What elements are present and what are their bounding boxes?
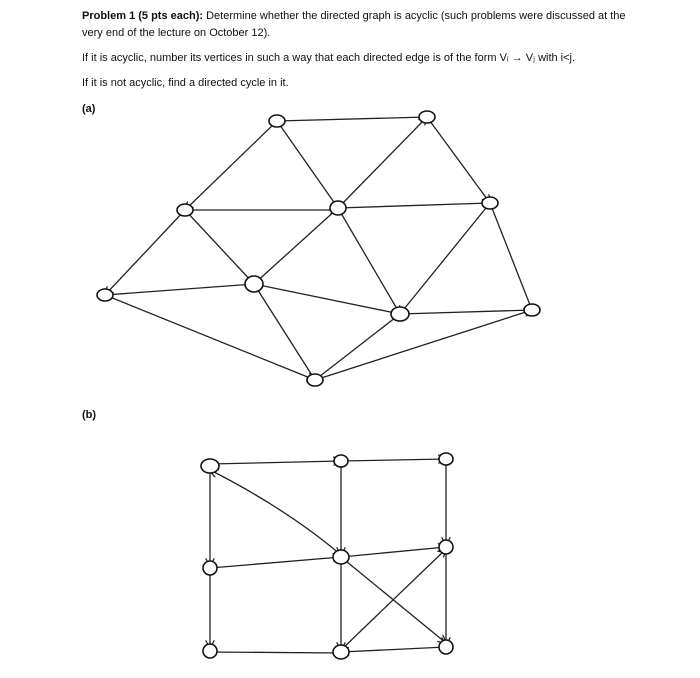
edge-b — [210, 461, 341, 464]
vertex-a — [524, 304, 540, 316]
edge-b — [210, 470, 341, 555]
edge-a — [490, 203, 532, 310]
vertex-a — [391, 307, 409, 321]
vertex-b — [333, 550, 349, 564]
edge-a — [185, 121, 277, 210]
edge-a — [254, 208, 338, 284]
graph-a — [97, 111, 540, 386]
edge-b — [341, 459, 446, 461]
edge-a — [105, 284, 254, 295]
graph-b — [201, 453, 453, 659]
edge-b — [210, 557, 341, 568]
graph-b-vertices — [201, 453, 453, 659]
vertex-b — [439, 640, 453, 654]
edge-a — [277, 117, 427, 121]
edge-a — [277, 121, 338, 208]
vertex-b — [439, 453, 453, 465]
vertex-a — [419, 111, 435, 123]
edge-a — [254, 284, 315, 380]
edge-a — [185, 210, 254, 284]
part-a-label: (a) — [82, 103, 96, 115]
edge-a — [315, 314, 400, 380]
vertex-a — [330, 201, 346, 215]
edge-b — [341, 549, 446, 650]
edge-a — [427, 117, 490, 203]
edge-a — [338, 208, 400, 314]
graph-a-edges — [105, 117, 532, 380]
vertex-b — [203, 644, 217, 658]
edge-a — [315, 310, 532, 380]
part-b-label: (b) — [82, 409, 97, 421]
problem-intro: Determine whether the directed graph is acyclic (such problems were discussed at the very end of the lecture on October 12). — [82, 10, 626, 39]
vertex-a — [482, 197, 498, 209]
vertex-b — [439, 540, 453, 554]
edge-b — [341, 547, 446, 557]
problem-heading: Problem 1 (5 pts each): — [82, 10, 204, 22]
vertex-b — [333, 645, 349, 659]
vertex-a — [269, 115, 285, 127]
vertex-b — [201, 459, 219, 473]
graph-a-vertices — [97, 111, 540, 386]
vertex-a — [177, 204, 193, 216]
edge-b — [341, 647, 446, 652]
problem-paragraph-3: If it is not acyclic, find a directed cycle in it. — [82, 77, 289, 89]
vertex-b — [203, 561, 217, 575]
edge-a — [400, 310, 532, 314]
graph-b-edges — [210, 459, 446, 653]
edge-a — [400, 203, 490, 314]
edge-a — [105, 210, 185, 295]
edge-a — [338, 117, 427, 208]
problem-paragraph-2: If it is acyclic, number its vertices in such a way that each directed edge is of the form Vᵢ → Vⱼ with i<j. — [82, 52, 576, 64]
vertex-a — [245, 276, 263, 292]
vertex-b — [334, 455, 348, 467]
edge-b — [210, 652, 341, 653]
vertex-a — [307, 374, 323, 386]
edge-a — [338, 203, 490, 208]
edge-a — [105, 295, 315, 380]
edge-a — [254, 284, 400, 314]
vertex-a — [97, 289, 113, 301]
